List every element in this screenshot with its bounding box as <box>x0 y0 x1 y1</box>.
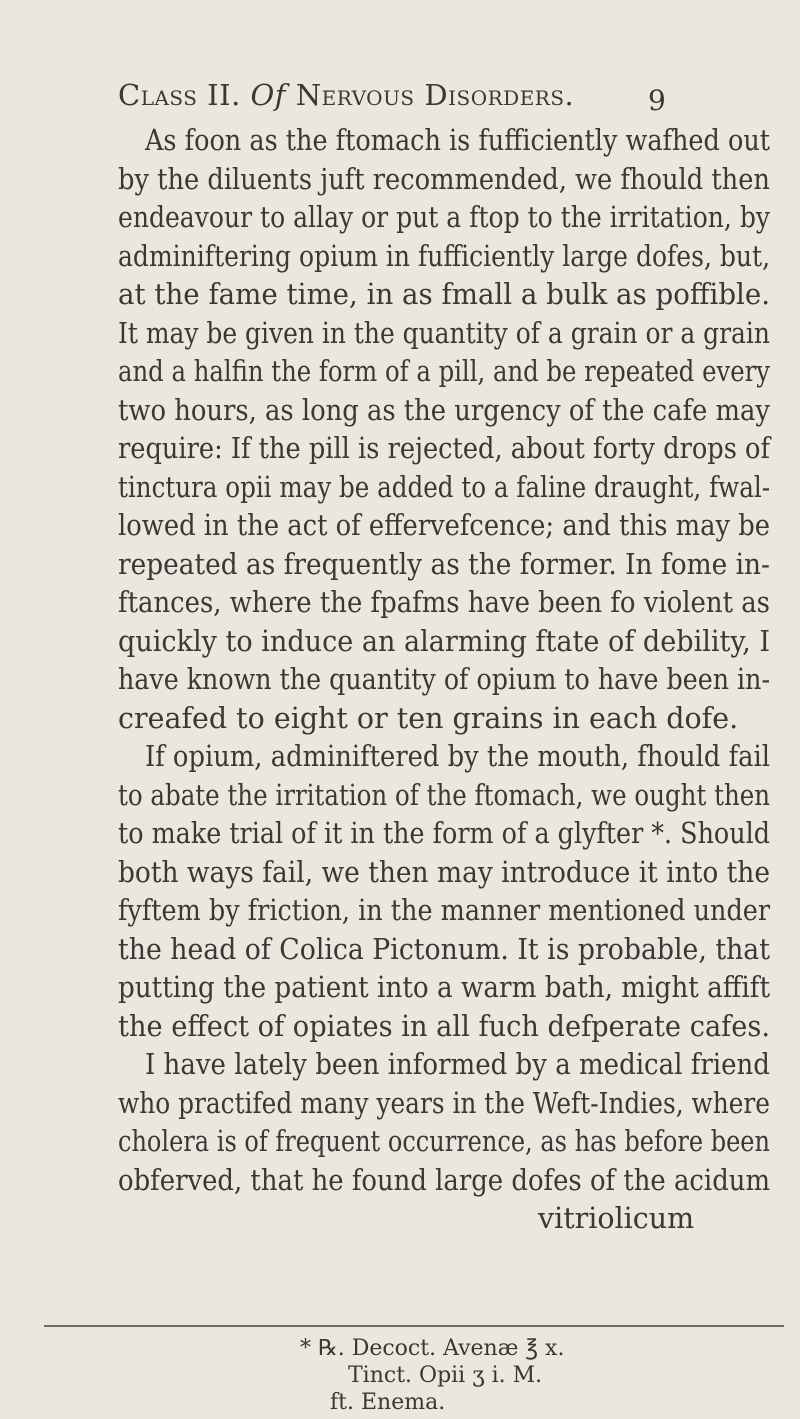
footnote-line-1: * ℞. Decoct. Avenæ ℥ x. <box>300 1336 565 1361</box>
text-line: the head of Colica Pictonum. It is probable, that <box>118 932 770 966</box>
text-line: and a halfin the form of a pill, and be repeated every <box>118 355 771 388</box>
footnote-rule <box>44 1325 784 1327</box>
text-line: putting the patient into a warm bath, might affift <box>118 971 770 1004</box>
text-line: require: If the pill is rejected, about forty drops of <box>118 432 770 465</box>
header-of: Of <box>250 78 287 112</box>
text-line: repeated as frequently as the former. In fome in- <box>118 547 770 581</box>
text-line: obferved, that he found large dofes of the acidum <box>118 1163 771 1197</box>
text-line: to make trial of it in the form of a glyfter *. Should <box>118 817 770 850</box>
text-line: have known the quantity of opium to have been in- <box>118 663 771 696</box>
running-header <box>118 78 667 117</box>
text-line: adminiftering opium in fufficiently large dofes, but, <box>118 239 771 273</box>
text-line: As foon as the ftomach is fufficiently wafhed out <box>145 124 771 157</box>
text-line: by the diluents juft recommended, we fhould then <box>118 162 770 196</box>
text-line: ftances, where the fpafms have been fo violent as <box>118 586 770 619</box>
footnote-line-3: ft. Enema. <box>330 1390 446 1415</box>
text-line: quickly to induce an alarming ftate of debility, I <box>118 624 771 658</box>
header-class-label: Class II. <box>118 78 241 112</box>
text-line: tinctura opii may be added to a faline draught, fwal- <box>118 470 771 504</box>
text-line: two hours, as long as the urgency of the cafe may <box>118 393 770 427</box>
text-line: endeavour to allay or put a ftop to the irritation, by <box>118 201 771 234</box>
text-line: If opium, adminiftered by the mouth, fhould fail <box>145 740 771 773</box>
text-line: lowed in the act of effervefcence; and this may be <box>118 509 770 542</box>
catchword: vitriolicum <box>538 1202 695 1235</box>
text-line: at the fame time, in as fmall a bulk as poffible. <box>118 278 771 311</box>
text-line: who practifed many years in the Weft-Indies, where <box>118 1086 770 1120</box>
text-line: both ways fail, we then may introduce it into the <box>118 855 770 889</box>
header-title: Nervous Disorders. <box>295 78 575 112</box>
text-line: It may be given in the quantity of a grain or a grain <box>118 316 770 350</box>
page-number: 9 <box>648 84 667 117</box>
text-line: the effect of opiates in all fuch defperate cafes. <box>118 1009 771 1043</box>
text-line: fyftem by friction, in the manner mentioned under <box>118 894 771 927</box>
text-line: I have lately been informed by a medical friend <box>145 1048 770 1081</box>
text-line: to abate the irritation of the ftomach, we ought then <box>118 778 771 812</box>
text-line: creafed to eight or ten grains in each dofe. <box>118 701 739 735</box>
text-line: cholera is of frequent occurrence, as has before been <box>118 1125 770 1158</box>
footnote-line-2: Tinct. Opii ʒ i. M. <box>348 1363 543 1388</box>
